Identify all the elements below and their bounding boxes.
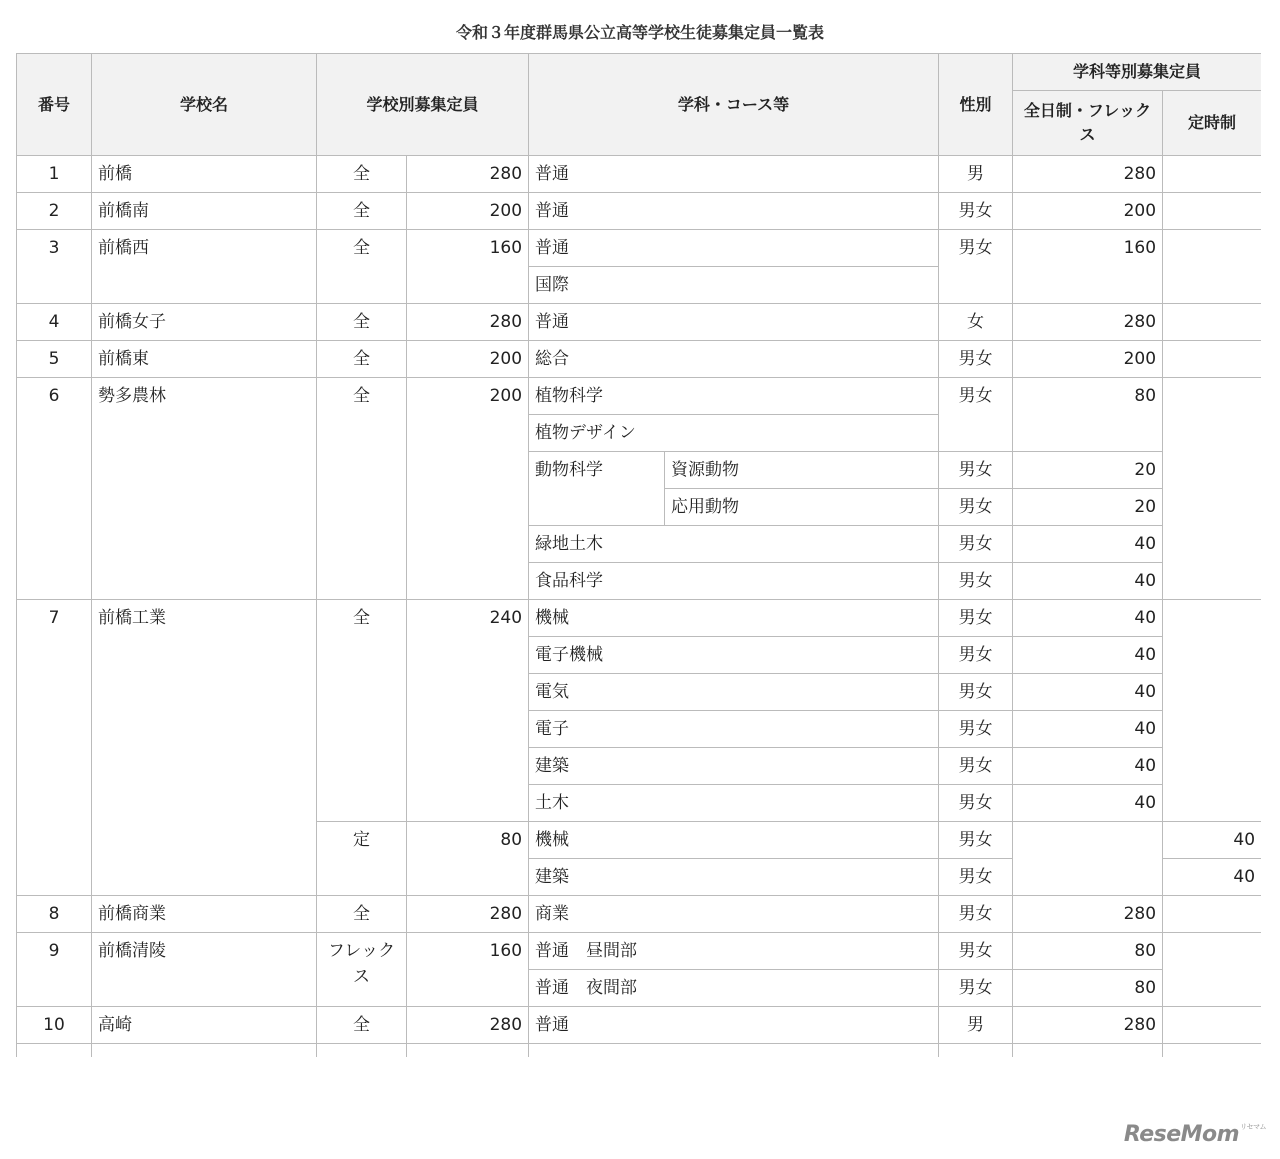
cell-dept: 食品科学: [529, 563, 939, 600]
cell-no: 9: [17, 933, 92, 1007]
cell-school: 前橋清陵: [92, 933, 317, 1007]
cell-capacity: 160: [407, 230, 529, 304]
cell-parttime: [1163, 230, 1261, 304]
cell-course: 資源動物: [665, 452, 939, 489]
cell-dept: 普通: [529, 230, 939, 267]
table-row: [17, 156, 1262, 193]
table-row: [17, 933, 1262, 970]
cell-gender: 男女: [939, 933, 1013, 970]
cell-fulltime: 200: [1013, 341, 1163, 378]
cell-gender: 男女: [939, 563, 1013, 600]
cell-school: 高崎: [92, 1007, 317, 1044]
cell-parttime: [1163, 600, 1261, 822]
cell-dept: 商業: [529, 896, 939, 933]
cell-fulltime: 80: [1013, 970, 1163, 1007]
cell-fulltime: 40: [1013, 785, 1163, 822]
header-parttime: 定時制: [1163, 91, 1261, 156]
cell-fulltime: 20: [1013, 489, 1163, 526]
cell-fulltime: 40: [1013, 748, 1163, 785]
cell-gender: 男: [939, 1007, 1013, 1044]
cell-school: 前橋南: [92, 193, 317, 230]
cell-school: 前橋商業: [92, 896, 317, 933]
cell-gender: 男女: [939, 637, 1013, 674]
cell-dept: 電子機械: [529, 637, 939, 674]
header-gender: 性別: [939, 54, 1013, 156]
cell-fulltime: 160: [1013, 230, 1163, 304]
cell-type: 全: [317, 600, 407, 822]
cell-dept: 建築: [529, 859, 939, 896]
cell-dept: 機械: [529, 822, 939, 859]
cell-gender: 男女: [939, 822, 1013, 859]
cell-capacity: 160: [407, 933, 529, 1007]
cell-capacity: 280: [407, 304, 529, 341]
header-school: 学校名: [92, 54, 317, 156]
cell-dept: 普通: [529, 193, 939, 230]
cell-gender: 男女: [939, 859, 1013, 896]
cell-fulltime: [1013, 822, 1163, 896]
cell-fulltime: 280: [1013, 896, 1163, 933]
cell-fulltime: 40: [1013, 674, 1163, 711]
table-row: [17, 230, 1262, 267]
cell-capacity: 280: [407, 156, 529, 193]
cell-dept: 電子: [529, 711, 939, 748]
cell-gender: 男女: [939, 785, 1013, 822]
cell-no: 1: [17, 156, 92, 193]
cell-school: 前橋: [92, 156, 317, 193]
cell-dept: 国際: [529, 267, 939, 304]
cell-dept: 電気: [529, 674, 939, 711]
cell-type: 全: [317, 193, 407, 230]
cell-fulltime: 80: [1013, 378, 1163, 452]
cell-type: 全: [317, 378, 407, 600]
cell-gender: 男女: [939, 193, 1013, 230]
cell-no: 2: [17, 193, 92, 230]
cell-school: 勢多農林: [92, 378, 317, 600]
cell-dept: 緑地土木: [529, 526, 939, 563]
cell-fulltime: 280: [1013, 156, 1163, 193]
cell-type: 全: [317, 304, 407, 341]
cell-parttime: [1163, 193, 1261, 230]
header-school-capacity: 学校別募集定員: [317, 54, 529, 156]
table-row: [17, 341, 1262, 378]
cell-no: 10: [17, 1007, 92, 1044]
cell-dept: 普通: [529, 304, 939, 341]
header-fulltime: 全日制・フレックス: [1013, 91, 1163, 156]
cell-type: 定: [317, 822, 407, 896]
cell-school: 前橋女子: [92, 304, 317, 341]
cell-gender: 男女: [939, 674, 1013, 711]
table-row: [17, 378, 1262, 415]
cell-type: 全: [317, 896, 407, 933]
cell-capacity: 240: [407, 600, 529, 822]
cell-fulltime: 40: [1013, 637, 1163, 674]
cell-dept: 植物デザイン: [529, 415, 939, 452]
cell-capacity: 280: [407, 896, 529, 933]
header-dept-capacity: 学科等別募集定員: [1013, 54, 1261, 91]
header-dept: 学科・コース等: [529, 54, 939, 156]
cell-capacity: 200: [407, 341, 529, 378]
cell-parttime: 40: [1163, 859, 1261, 896]
cell-no: 4: [17, 304, 92, 341]
page-title: 令和３年度群馬県公立高等学校生徒募集定員一覧表: [455, 23, 824, 42]
cell-parttime: [1163, 304, 1261, 341]
table-row: [17, 1007, 1262, 1044]
cell-no: 5: [17, 341, 92, 378]
cell-parttime: [1163, 341, 1261, 378]
cell-no: 3: [17, 230, 92, 304]
cell-gender: 女: [939, 304, 1013, 341]
cell-gender: 男女: [939, 600, 1013, 637]
cell-gender: 男女: [939, 489, 1013, 526]
cell-gender: 男女: [939, 526, 1013, 563]
cell-gender: 男女: [939, 230, 1013, 304]
cell-school: 前橋東: [92, 341, 317, 378]
cell-fulltime: 280: [1013, 304, 1163, 341]
cell-gender: 男: [939, 156, 1013, 193]
cell-fulltime: 40: [1013, 600, 1163, 637]
cell-course: 応用動物: [665, 489, 939, 526]
cell-parttime: [1163, 896, 1261, 933]
cell-dept: 動物科学: [529, 452, 665, 526]
cell-capacity: 280: [407, 1007, 529, 1044]
cell-dept: 普通: [529, 1007, 939, 1044]
cell-dept: 植物科学: [529, 378, 939, 415]
cell-fulltime: 20: [1013, 452, 1163, 489]
cell-parttime: [1163, 933, 1261, 1007]
cell-no: 7: [17, 600, 92, 896]
cell-gender: 男女: [939, 970, 1013, 1007]
table-row-partial: [17, 1044, 1262, 1058]
cell-parttime: 40: [1163, 822, 1261, 859]
cell-type: 全: [317, 341, 407, 378]
capacity-table: [16, 53, 1261, 1057]
cell-school: 前橋工業: [92, 600, 317, 896]
cell-capacity: 200: [407, 378, 529, 600]
cell-fulltime: 200: [1013, 193, 1163, 230]
cell-no: 8: [17, 896, 92, 933]
cell-fulltime: 40: [1013, 563, 1163, 600]
cell-dept: 普通 昼間部: [529, 933, 939, 970]
cell-gender: 男女: [939, 748, 1013, 785]
table-row: [17, 600, 1262, 637]
header-no: 番号: [17, 54, 92, 156]
cell-dept: 土木: [529, 785, 939, 822]
capacity-table-container: [16, 53, 1261, 1057]
cell-dept: 機械: [529, 600, 939, 637]
cell-capacity: 80: [407, 822, 529, 896]
cell-gender: 男女: [939, 711, 1013, 748]
cell-fulltime: 280: [1013, 1007, 1163, 1044]
cell-dept: 普通: [529, 156, 939, 193]
cell-no: 6: [17, 378, 92, 600]
cell-parttime: [1163, 156, 1261, 193]
cell-gender: 男女: [939, 896, 1013, 933]
cell-dept: 建築: [529, 748, 939, 785]
cell-gender: 男女: [939, 378, 1013, 452]
cell-capacity: 200: [407, 193, 529, 230]
cell-type: フレックス: [317, 933, 407, 1007]
cell-gender: 男女: [939, 452, 1013, 489]
table-row: [17, 193, 1262, 230]
cell-fulltime: 40: [1013, 711, 1163, 748]
cell-dept: 普通 夜間部: [529, 970, 939, 1007]
cell-fulltime: 80: [1013, 933, 1163, 970]
cell-parttime: [1163, 378, 1261, 600]
cell-type: 全: [317, 1007, 407, 1044]
table-row: [17, 304, 1262, 341]
cell-dept: 総合: [529, 341, 939, 378]
resemom-watermark-logo: ReseMom$^{リセマム}$: [1123, 1122, 1266, 1147]
cell-type: 全: [317, 156, 407, 193]
cell-fulltime: 40: [1013, 526, 1163, 563]
header-row: [17, 54, 1262, 91]
table-row: [17, 896, 1262, 933]
cell-parttime: [1163, 1007, 1261, 1044]
cell-gender: 男女: [939, 341, 1013, 378]
cell-school: 前橋西: [92, 230, 317, 304]
cell-type: 全: [317, 230, 407, 304]
